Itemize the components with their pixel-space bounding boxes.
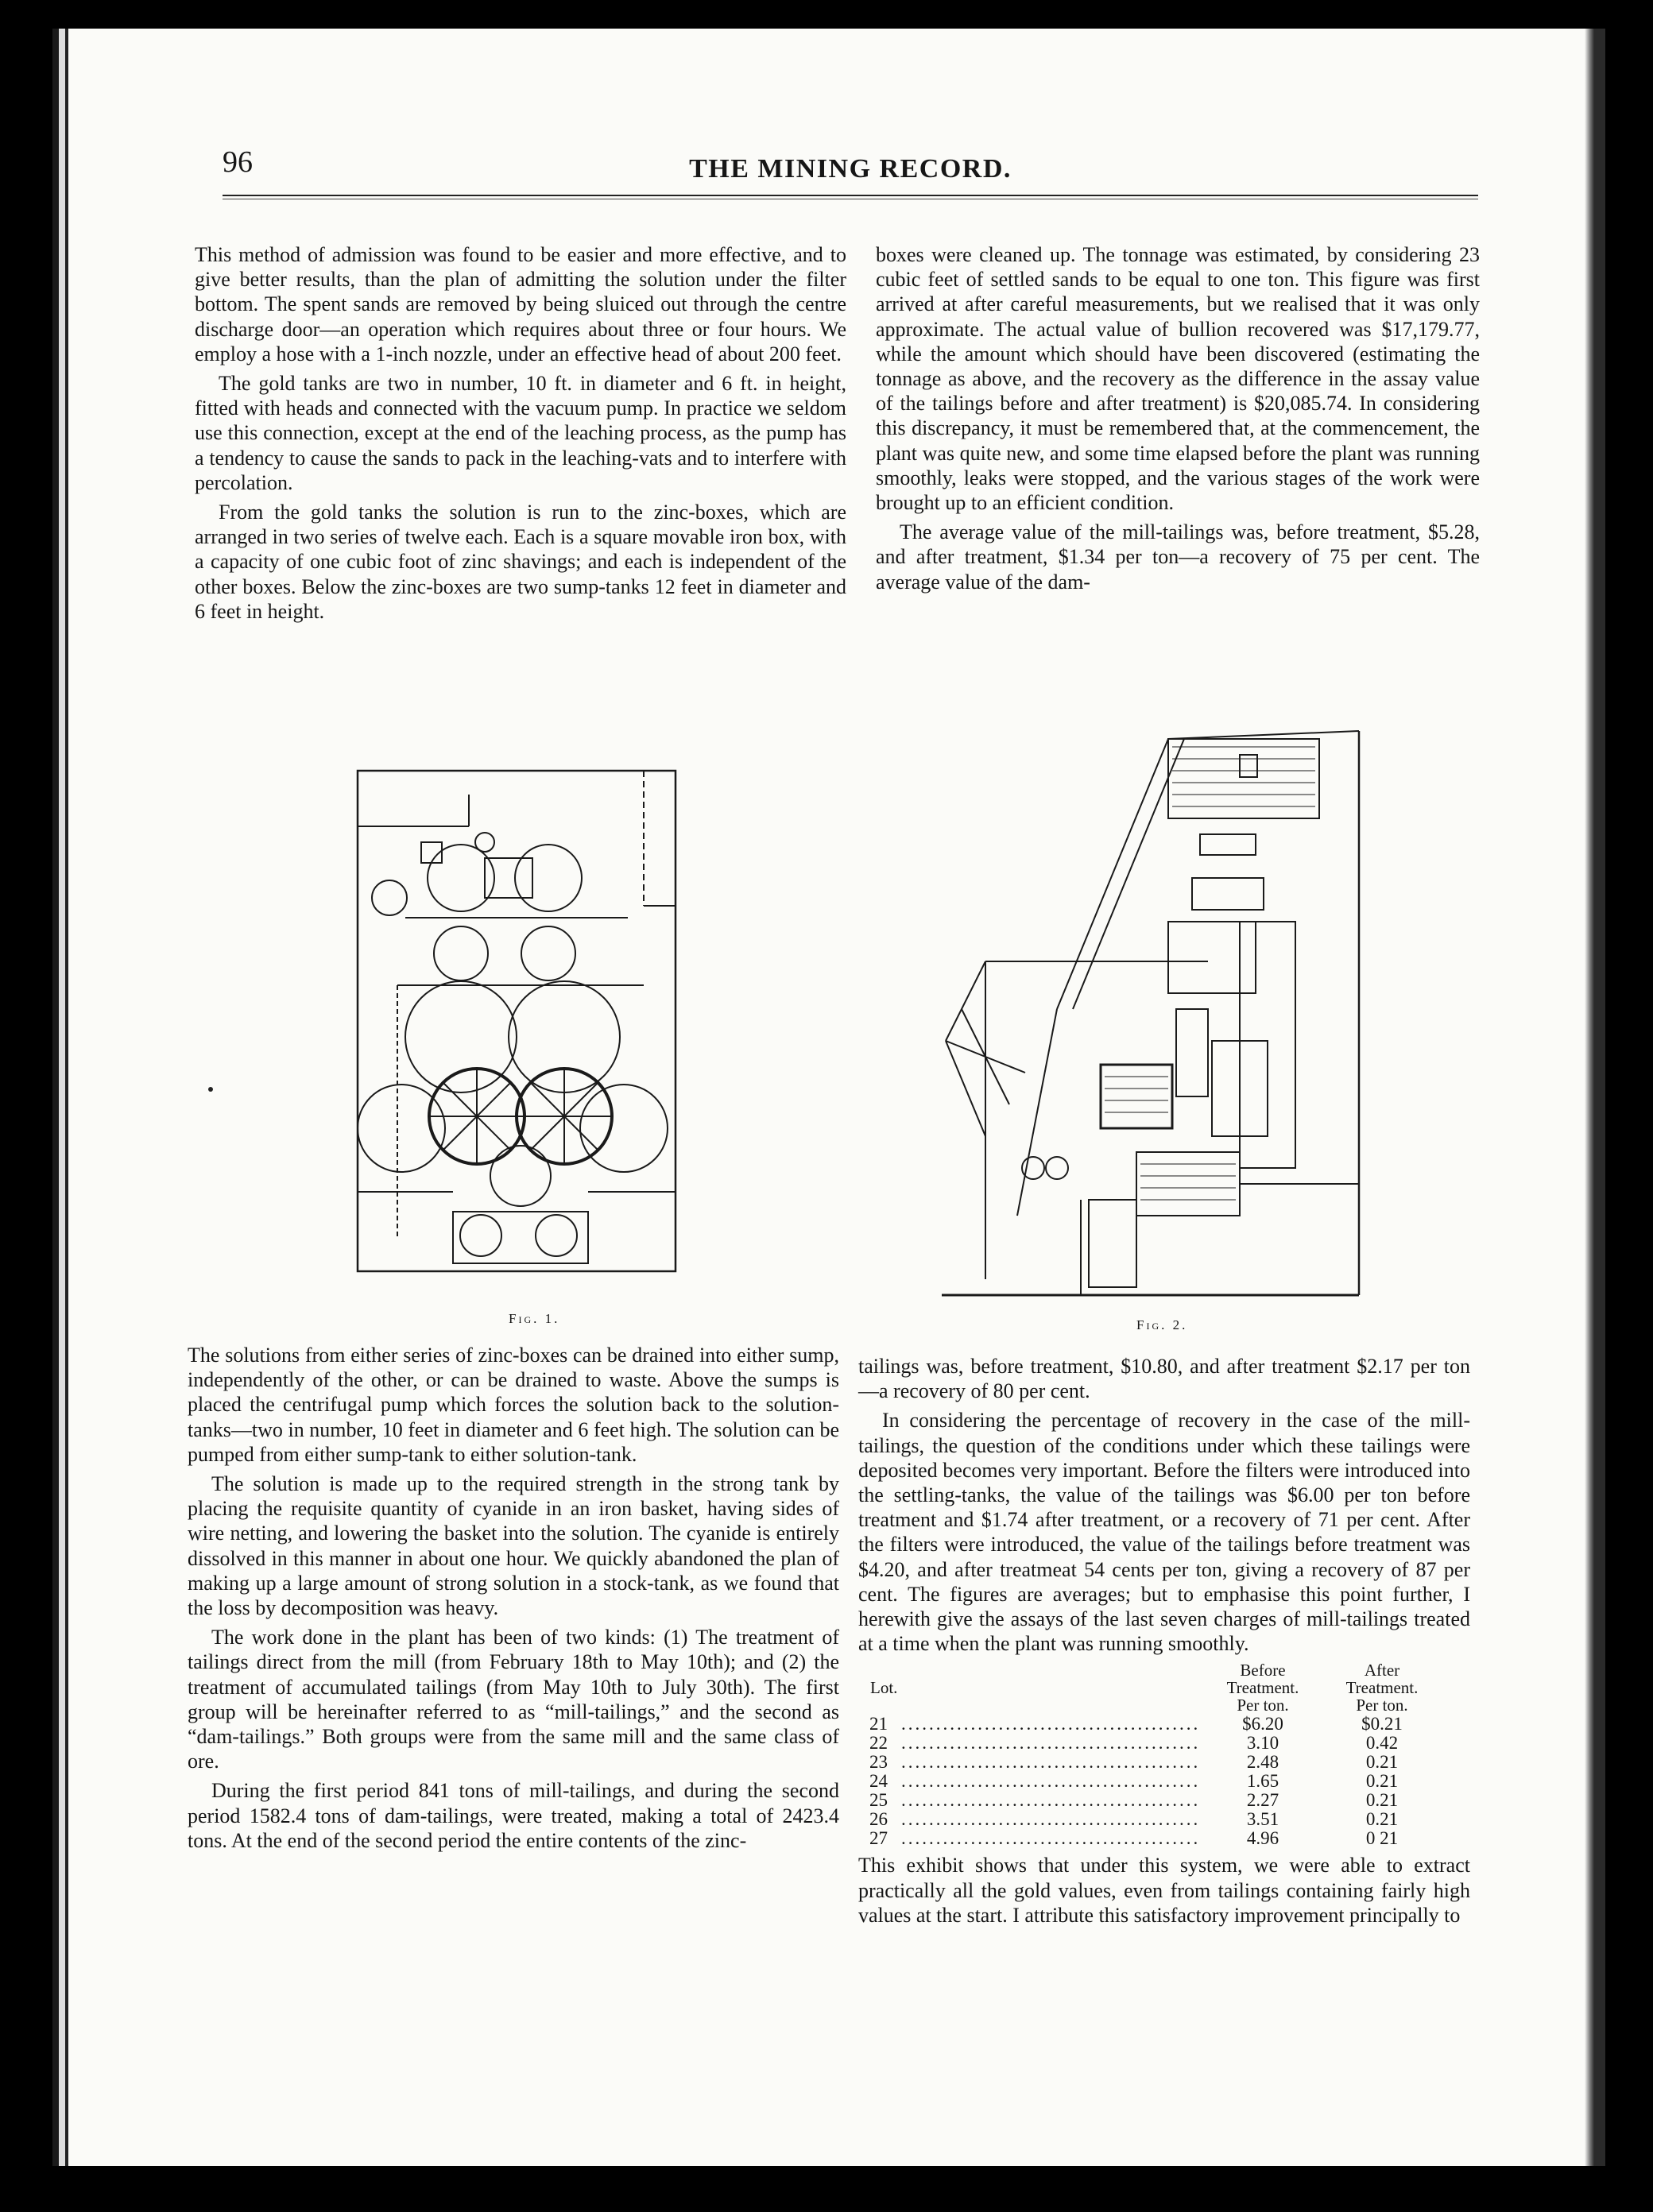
- paragraph: The average value of the mill-tailings was, before treatment, $5.28, and after treatment, $1.34 per ton—a recovery of 75 per cent. The average value of the dam-: [876, 520, 1480, 594]
- paragraph: In considering the percentage of recovery in the case of the mill-tailings, the question of the conditions under which these tailings were deposited becomes very important. Before the filters were introduced into the settling-tanks, the value of the tailings was $6.00 per ton before treatment and $1.74 after treatment, or a recovery of 71 per cent. After the filters were introduced, the value of the tailings before treatment was $4.20, and after treatmeat 54 cents per ton, giving a recovery of 87 per cent. The figures are averages; but to emphasise this point further, I herewith give the assays of the last seven charges of mill-tailings treated at a time when the plant was running smoothly.: [858, 1409, 1470, 1656]
- lot-number: 23: [869, 1753, 888, 1773]
- table-row: [869, 1772, 1442, 1791]
- lot-cell: [869, 1715, 1203, 1734]
- lot-cell: [869, 1791, 1203, 1810]
- table-row: [869, 1810, 1442, 1829]
- before-cell: 4.96: [1246, 1828, 1279, 1849]
- before-cell: 1.65: [1246, 1771, 1279, 1792]
- dot-leader: ...........................................: [901, 1772, 1201, 1792]
- header-after-line: Treatment.: [1345, 1678, 1419, 1698]
- header-lot: Lot.: [870, 1678, 898, 1698]
- page-number: 96: [223, 145, 253, 179]
- lot-cell: [869, 1772, 1203, 1791]
- table-row: [869, 1715, 1442, 1734]
- header-before-line: Before: [1240, 1661, 1286, 1680]
- before-cell: 2.27: [1246, 1790, 1279, 1811]
- before-cell: 2.48: [1246, 1752, 1279, 1773]
- before-cell: $6.20: [1242, 1714, 1283, 1734]
- paragraph: The gold tanks are two in number, 10 ft. in diameter and 6 ft. in height, fitted with heads and connected with the vacuum pump. In practice we seldom use this connection, except at the end of the leaching process, as the pump has a tendency to cause the sands to pack in the leaching-vats and to interfere with percolation.: [195, 372, 846, 494]
- dot-leader: ...........................................: [901, 1810, 1201, 1830]
- after-cell: 0.42: [1365, 1733, 1399, 1754]
- paragraph: The solutions from either series of zinc-boxes can be drained into either sump, independently of the other, or can be drained to waste. Above the sumps is placed the centrifugal pump which forces the solution back to the solution-tanks—two in number, 10 feet in diameter and 6 feet high. The solution can be pumped from either sump-tank to either solution-tank.: [188, 1344, 839, 1466]
- header-after: [1322, 1661, 1442, 1715]
- paragraph: The solution is made up to the required strength in the strong tank by placing the requisite quantity of cyanide in an iron basket, having sides of wire netting, and lowering the basket into the solution. The cyanide is entirely dissolved in this manner in about one hour. We quickly abandoned the plan of making up a large amount of strong solution in a stock-tank, as we found that the loss by decomposition was heavy.: [188, 1472, 839, 1620]
- paragraph: This exhibit shows that under this system, we were able to extract practically all the gold values, even from tailings containing fairly high values at the start. I attribute this satisfactory improvement principally to: [858, 1854, 1470, 1927]
- header-rule: [223, 195, 1478, 199]
- running-header: [223, 127, 1478, 183]
- table-row: [869, 1753, 1442, 1772]
- right-column-top: [876, 242, 1480, 599]
- after-cell: 0.21: [1365, 1790, 1399, 1811]
- after-cell: 0.21: [1365, 1771, 1399, 1792]
- page-right-edge: [1585, 29, 1605, 2166]
- dot-leader: ...........................................: [901, 1715, 1201, 1734]
- lot-number: 27: [869, 1829, 888, 1849]
- header-after-line: Per ton.: [1356, 1696, 1408, 1715]
- header-before-line: Per ton.: [1237, 1696, 1289, 1715]
- ink-speck: [208, 1087, 213, 1092]
- dot-leader: ...........................................: [901, 1753, 1201, 1773]
- before-cell: 3.51: [1246, 1809, 1279, 1830]
- lot-number: 25: [869, 1791, 888, 1811]
- paragraph: From the gold tanks the solution is run to the zinc-boxes, which are arranged in two series of twelve each. Each is a square movable iron box, with a capacity of one cubic foot of zinc shavings; and each is independent of the other boxes. Below the zinc-boxes are two sump-tanks 12 feet in diameter and 6 feet in height.: [195, 501, 846, 623]
- after-cell: 0.21: [1365, 1752, 1399, 1773]
- header-before: [1203, 1661, 1322, 1715]
- running-title: THE MINING RECORD.: [689, 154, 1012, 184]
- paragraph: boxes were cleaned up. The tonnage was estimated, by considering 23 cubic feet of settled sands to be equal to one ton. This figure was first arrived at after careful measurements, but we realised that it was only approximate. The actual value of bullion recovered was $17,179.77, while the amount which should have been discovered (estimating the tonnage as above, and the recovery as the difference in the assay value of the tailings before and after treatment) is $20,085.74. In considering this discrepancy, it must be remembered that, at the commencement, the plant was quite new, and some time elapsed before the plant was running smoothly, leaks were stopped, and the various stages of the work were brought up to an efficient condition.: [876, 243, 1480, 515]
- paragraph: This method of admission was found to be easier and more effective, and to give better results, than the plan of admitting the solution under the filter bottom. The spent sands are removed by being sluiced out through the centre discharge door—an operation which requires about three or four hours. We employ a hose with a 1-inch nozzle, under an effective head of about 200 feet.: [195, 243, 846, 365]
- figure-1-caption: Fig. 1.: [509, 1311, 560, 1326]
- after-cell: $0.21: [1361, 1714, 1403, 1734]
- page-binding-edge: [52, 29, 118, 2166]
- paragraph: tailings was, before treatment, $10.80, and after treatment $2.17 per ton—a recovery of 80 per cent.: [858, 1355, 1470, 1403]
- lot-number: 24: [869, 1772, 888, 1792]
- lot-number: 22: [869, 1734, 888, 1754]
- header-before-line: Treatment.: [1226, 1678, 1299, 1698]
- table-row: [869, 1829, 1442, 1848]
- after-cell: 0.21: [1365, 1809, 1399, 1830]
- right-column-bottom: [858, 1354, 1470, 1932]
- dot-leader: ...........................................: [901, 1791, 1201, 1811]
- table-row: [869, 1791, 1442, 1810]
- header-after-line: After: [1364, 1661, 1400, 1680]
- dot-leader: ...........................................: [901, 1734, 1201, 1754]
- before-cell: 3.10: [1246, 1733, 1279, 1754]
- lot-cell: [869, 1753, 1203, 1772]
- assay-table: [869, 1661, 1442, 1848]
- table-header-row: [869, 1661, 1442, 1715]
- figure-1-plan-drawing: [310, 747, 723, 1303]
- left-column-bottom: [188, 1343, 839, 1858]
- left-column-top: [195, 242, 846, 628]
- lot-number: 21: [869, 1715, 888, 1734]
- figure-2-caption: Fig. 2.: [1136, 1317, 1188, 1332]
- paragraph: During the first period 841 tons of mill-tailings, and during the second period 1582.4 tons of dam-tailings, were treated, making a total of 2423.4 tons. At the end of the second period the entire contents of the zinc-: [188, 1779, 839, 1852]
- after-cell: 0 21: [1365, 1828, 1399, 1849]
- lot-cell: [869, 1829, 1203, 1848]
- figure-2-sectional-elevation: [938, 723, 1375, 1311]
- table-row: [869, 1734, 1442, 1753]
- lot-cell: [869, 1810, 1203, 1829]
- lot-number: 26: [869, 1810, 888, 1830]
- lot-cell: [869, 1734, 1203, 1753]
- paragraph: The work done in the plant has been of two kinds: (1) The treatment of tailings direct from the mill (from February 18th to May 10th); and (2) the treatment of accumulated tailings (from May 10th to July 30th). The first group will be hereinafter referred to as “mill-tailings,” and the second as “dam-tailings.” Both groups were from the same mill and the same class of ore.: [188, 1626, 839, 1773]
- dot-leader: ...........................................: [901, 1829, 1201, 1849]
